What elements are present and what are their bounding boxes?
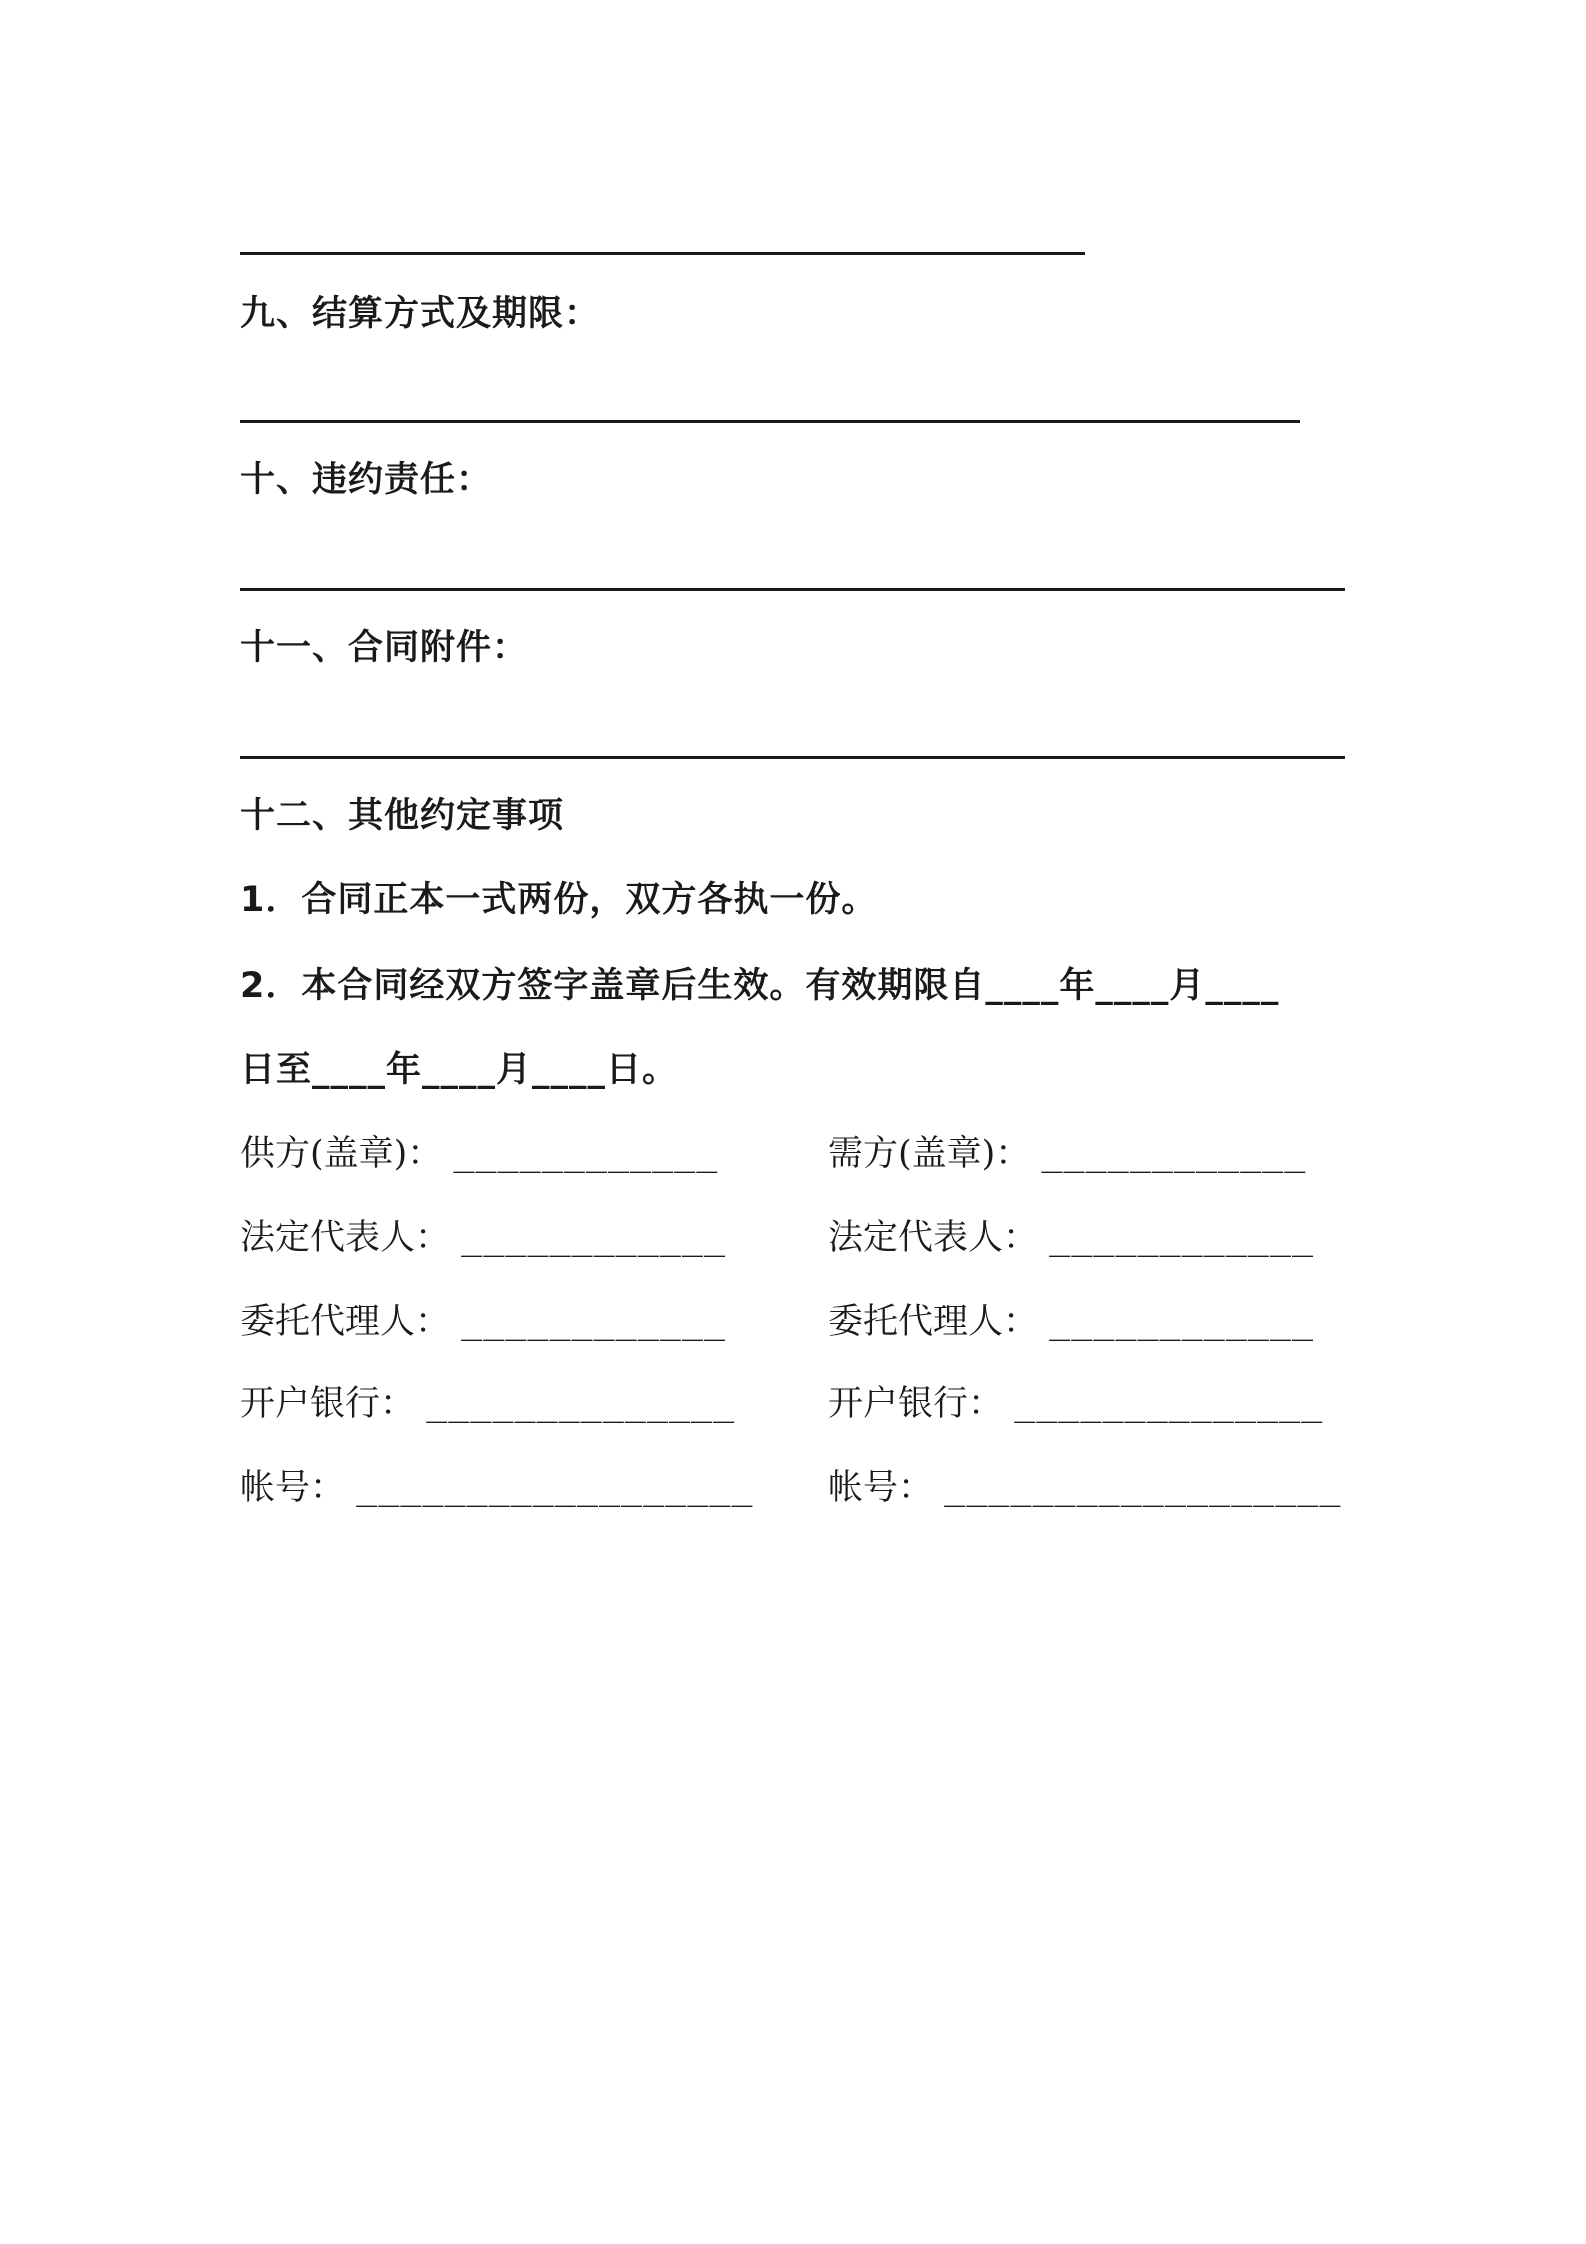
buyer-bank-field[interactable] (828, 1380, 1323, 1428)
supplier-legal-rep-label: 法定代表人： (240, 1218, 451, 1258)
buyer-seal-blank[interactable]: ____________ (1041, 1134, 1307, 1174)
supplier-seal-blank[interactable]: ____________ (453, 1134, 719, 1174)
supplier-legal-rep-field[interactable] (240, 1214, 726, 1262)
supplier-seal-label: 供方(盖章)： (240, 1134, 443, 1174)
buyer-legal-rep-field[interactable] (828, 1214, 1314, 1262)
supplier-legal-rep-blank[interactable]: ____________ (461, 1218, 727, 1258)
section-11-heading: 十一、合同附件： (240, 628, 529, 668)
blank-line-section-9 (240, 420, 1300, 423)
buyer-agent-blank[interactable]: ____________ (1049, 1302, 1315, 1342)
blank-line-section-8 (240, 252, 1085, 255)
buyer-seal-label: 需方(盖章)： (828, 1134, 1031, 1174)
supplier-agent-label: 委托代理人： (240, 1302, 451, 1342)
buyer-bank-label: 开户银行： (828, 1384, 1004, 1424)
buyer-account-label: 帐号： (828, 1468, 934, 1508)
blank-line-section-10 (240, 588, 1345, 591)
supplier-bank-field[interactable] (240, 1380, 735, 1428)
buyer-agent-label: 委托代理人： (828, 1302, 1039, 1342)
supplier-agent-blank[interactable]: ____________ (461, 1302, 727, 1342)
buyer-account-field[interactable] (828, 1464, 1341, 1512)
supplier-bank-label: 开户银行： (240, 1384, 416, 1424)
buyer-bank-blank[interactable]: ______________ (1014, 1384, 1324, 1424)
supplier-agent-field[interactable] (240, 1298, 726, 1346)
supplier-bank-blank[interactable]: ______________ (426, 1384, 736, 1424)
clause-2-line-1: 2．本合同经双方签字盖章后生效。有效期限自____年____月____ (240, 966, 1280, 1006)
blank-line-section-11 (240, 756, 1345, 759)
section-12-heading: 十二、其他约定事项 (240, 796, 565, 836)
buyer-legal-rep-label: 法定代表人： (828, 1218, 1039, 1258)
clause-1: 1．合同正本一式两份，双方各执一份。 (240, 880, 878, 920)
clause-2-line-2: 日至____年____月____日。 (240, 1050, 679, 1090)
supplier-account-field[interactable] (240, 1464, 753, 1512)
supplier-seal-field[interactable] (240, 1130, 718, 1178)
section-10-heading: 十、违约责任： (240, 460, 493, 500)
supplier-account-label: 帐号： (240, 1468, 346, 1508)
buyer-account-blank[interactable]: __________________ (944, 1468, 1342, 1508)
buyer-legal-rep-blank[interactable]: ____________ (1049, 1218, 1315, 1258)
buyer-agent-field[interactable] (828, 1298, 1314, 1346)
section-9-heading: 九、结算方式及期限： (240, 294, 601, 334)
supplier-account-blank[interactable]: __________________ (356, 1468, 754, 1508)
buyer-seal-field[interactable] (828, 1130, 1306, 1178)
